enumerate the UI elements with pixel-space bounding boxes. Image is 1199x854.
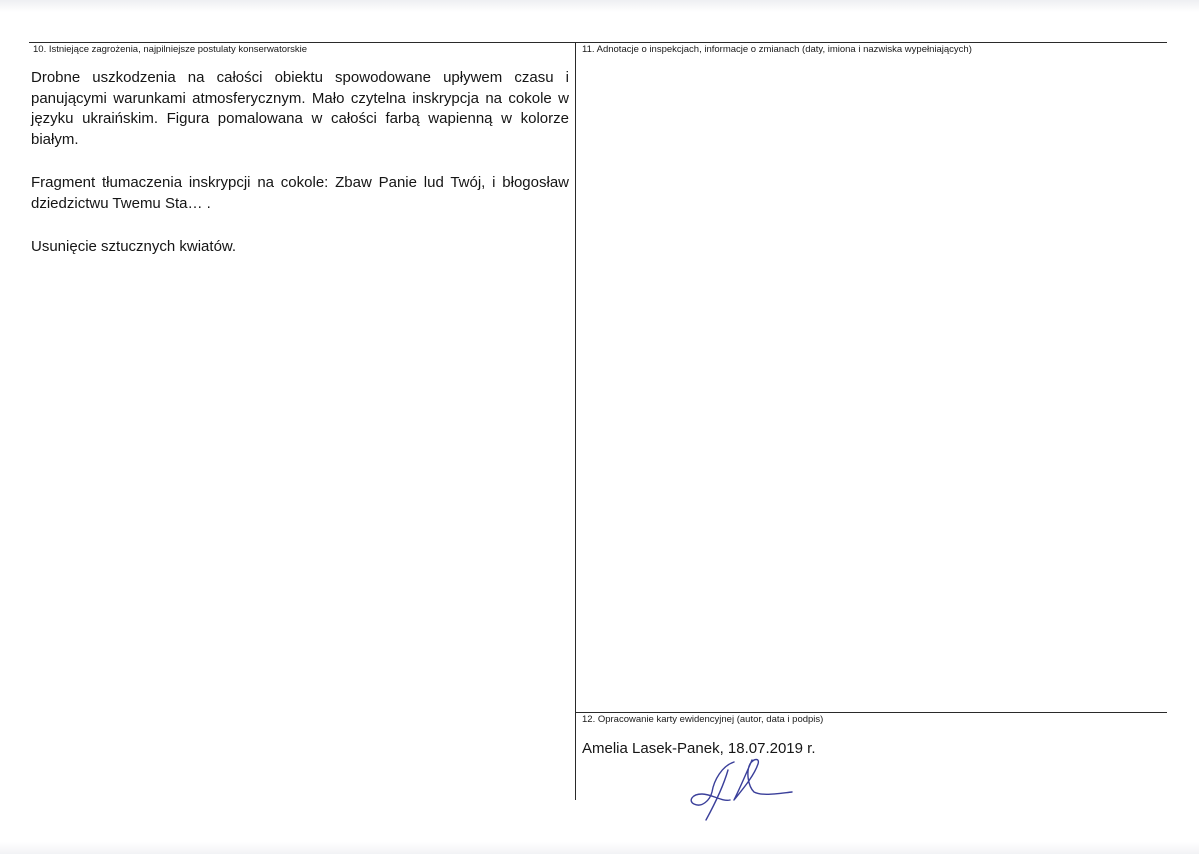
scan-edge-bottom — [0, 842, 1199, 854]
section-11-label: 11. Adnotacje o inspekcjach, informacje o zmianach (daty, imiona i nazwiska wypełniających) — [582, 44, 972, 55]
top-rule — [29, 42, 1167, 43]
section-10-label: 10. Istniejące zagrożenia, najpilniejsze postulaty konserwatorskie — [33, 44, 308, 55]
author-and-date: Amelia Lasek-Panek, 18.07.2019 r. — [582, 740, 816, 757]
inscription-translation-paragraph: Fragment tłumaczenia inskrypcji na cokole: Zbaw Panie lud Twój, i błogosław dziedzictwu Twemu Sta… . — [31, 174, 569, 212]
section-12-rule — [575, 712, 1167, 713]
handwritten-signature-icon — [682, 752, 802, 827]
section-12-label: 12. Opracowanie karty ewidencyjnej (autor, data i podpis) — [582, 714, 824, 725]
scan-edge-top — [0, 0, 1199, 12]
artificial-flowers-paragraph: Usunięcie sztucznych kwiatów. — [31, 238, 237, 255]
column-divider — [575, 42, 576, 800]
damage-description-paragraph: Drobne uszkodzenia na całości obiektu spowodowane upływem czasu i panującymi warunkami atmosferycznym. Mało czytelna inskrypcja na cokole w języku ukraińskim. Figura pomalowana w całości farbą wapienną w kolorze białym. — [31, 69, 569, 148]
